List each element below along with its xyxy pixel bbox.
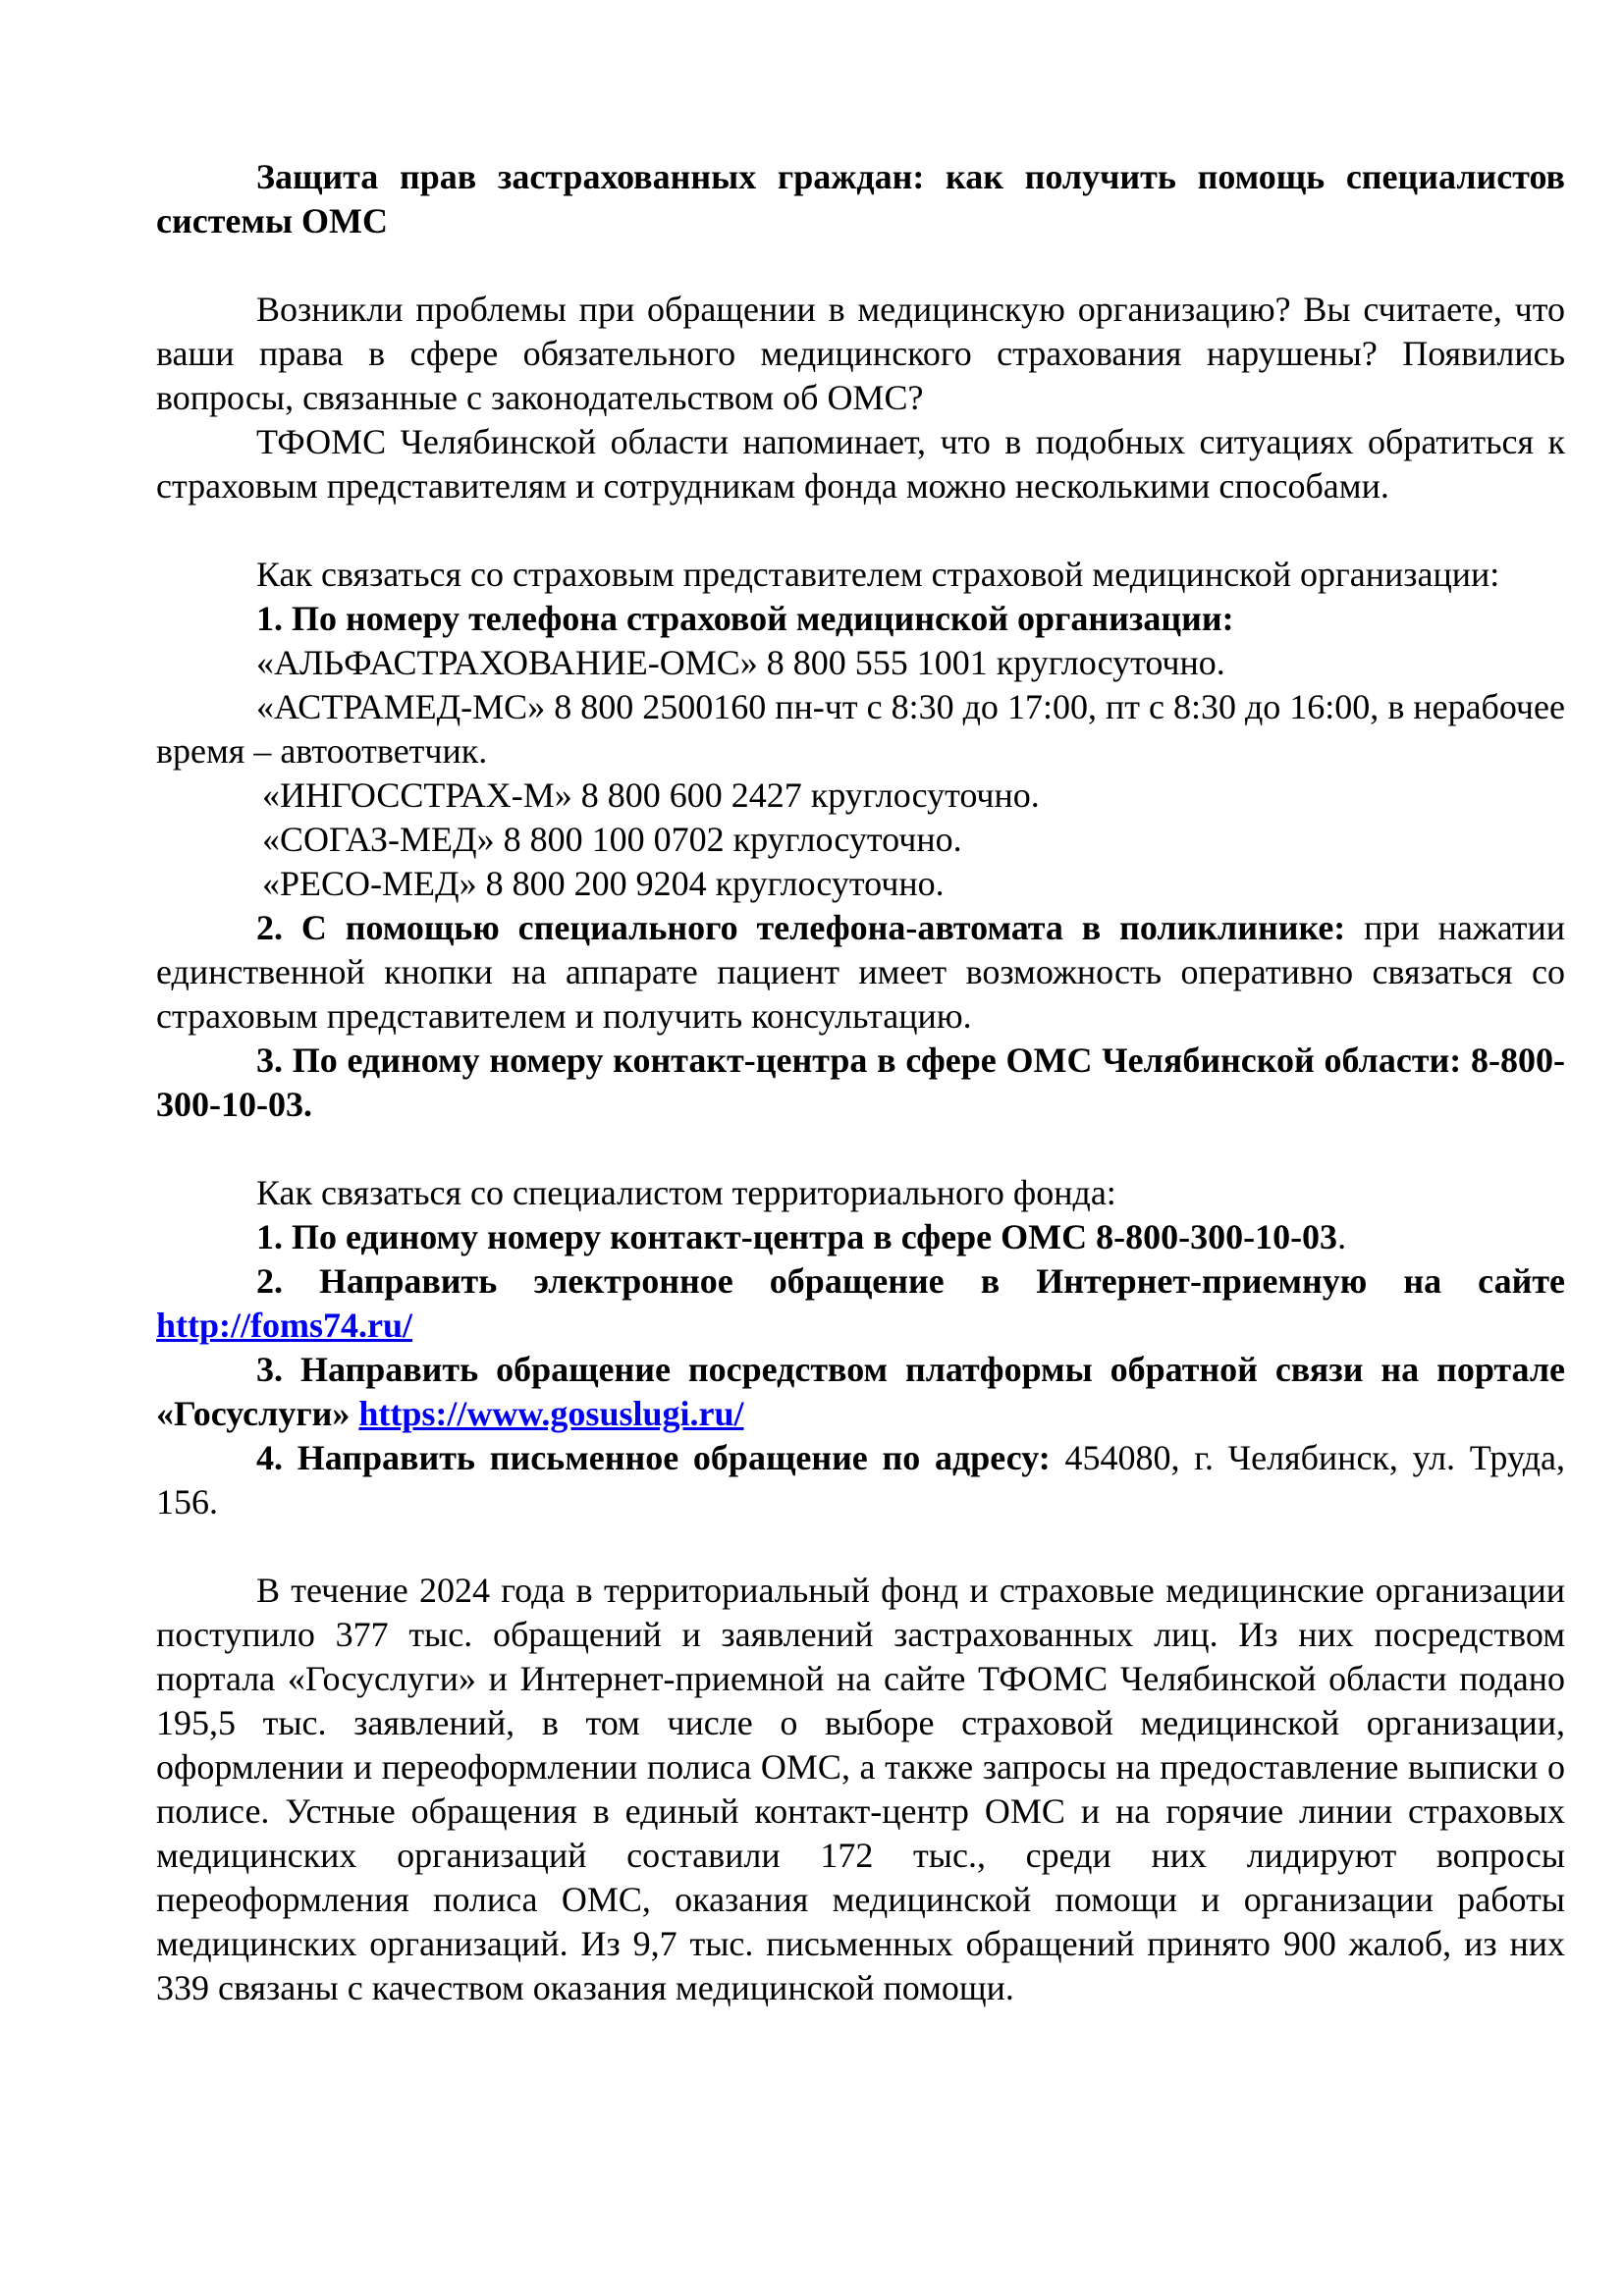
smo-phone-astramed: «АСТРАМЕД-МС» 8 800 2500160 пн-чт с 8:30 до 17:00, пт с 8:30 до 16:00, в нерабочее время – автоответчик. <box>156 687 1565 771</box>
fund-item-3 <box>156 1348 1565 1436</box>
fund-item-4-label: 4. Направить письменное обращение по адресу: <box>256 1438 1051 1477</box>
fund-item-1 <box>156 1215 1565 1259</box>
smo-phone-reso: «РЕСО-МЕД» 8 800 200 9204 круглосуточно. <box>262 864 945 903</box>
gosuslugi-link[interactable]: https://www.gosuslugi.ru/ <box>358 1394 744 1433</box>
smo-item-3-label: 3. По единому номеру контакт-центра в сфере ОМС Челябинской области: 8-800-300-10-03. <box>156 1041 1565 1124</box>
fund-item-1-text: 1. По единому номеру контакт-центра в сфере ОМС 8-800-300-10-03 <box>256 1217 1338 1256</box>
spacer <box>156 1524 1565 1569</box>
smo-item-3 <box>156 1039 1565 1127</box>
fund-item-1-end: . <box>1337 1217 1347 1256</box>
fund-item-2 <box>156 1259 1565 1348</box>
spacer <box>156 508 1565 553</box>
fund-item-4-address: 454080, г. Челябинск, ул. Труда, 156. <box>156 1438 1565 1522</box>
smo-item-2 <box>156 906 1565 1039</box>
document-title-text: Защита прав застрахованных граждан: как получить помощь специалистов системы ОМС <box>156 157 1565 240</box>
smo-phone-alfa: «АЛЬФАСТРАХОВАНИЕ-ОМС» 8 800 555 1001 круглосуточно. <box>256 643 1225 682</box>
document-title <box>156 155 1565 243</box>
fund-item-2-label: 2. Направить электронное обращение в Интернет-приемную на сайте <box>256 1261 1565 1301</box>
foms74-link[interactable]: http://foms74.ru/ <box>156 1306 412 1345</box>
smo-item-2-text: при нажатии единственной кнопки на аппарате пациент имеет возможность оперативно связаться со страховым представителем и получить консультацию. <box>156 908 1566 1036</box>
smo-item-1-label-text: 1. По номеру телефона страховой медицинской организации: <box>256 599 1234 638</box>
document-page <box>156 155 1565 2010</box>
spacer <box>156 1127 1565 1171</box>
fund-section-heading: Как связаться со специалистом территориального фонда: <box>256 1173 1116 1212</box>
smo-phone-ingosstrakh: «ИНГОССТРАХ-М» 8 800 600 2427 круглосуточно. <box>262 775 1040 815</box>
smo-section-heading: Как связаться со страховым представителем страховой медицинской организации: <box>256 555 1500 594</box>
smo-phone-sogaz: «СОГАЗ-МЕД» 8 800 100 0702 круглосуточно. <box>262 820 962 859</box>
intro-paragraph-2: ТФОМС Челябинской области напоминает, что в подобных ситуациях обратиться к страховым представителям и сотрудникам фонда можно несколькими способами. <box>156 422 1565 506</box>
fund-item-3-label: 3. Направить обращение посредством платформы обратной связи на портале «Госуслуги» <box>156 1350 1565 1433</box>
fund-item-4 <box>156 1436 1565 1524</box>
stats-paragraph: В течение 2024 года в территориальный фонд и страховые медицинские организации поступило 377 тыс. обращений и заявлений застрахованных лиц. Из них посредством портала «Госуслуги» и Интернет-приемной на сайте ТФОМС Челябинской области подано 195,5 тыс. заявлений, в том числе о выборе страховой медицинской организации, оформлении и переоформлении полиса ОМС, а также запросы на предоставление выписки о полисе. Устные обращения в единый контакт-центр ОМС и на горячие линии страховых медицинских организаций составили 172 тыс., среди них лидируют вопросы переоформления полиса ОМС, оказания медицинской помощи и организации работы медицинских организаций. Из 9,7 тыс. письменных обращений принято 900 жалоб, из них 339 связаны с качеством оказания медицинской помощи. <box>156 1571 1565 2007</box>
intro-paragraph-1: Возникли проблемы при обращении в медицинскую организацию? Вы считаете, что ваши права в сфере обязательного медицинского страхования нарушены? Появились вопросы, связанные с законодательством об ОМС? <box>156 290 1565 417</box>
smo-item-1-label <box>156 597 1565 641</box>
smo-item-2-label: 2. С помощью специального телефона-автомата в поликлинике: <box>256 908 1346 947</box>
spacer <box>156 243 1565 288</box>
